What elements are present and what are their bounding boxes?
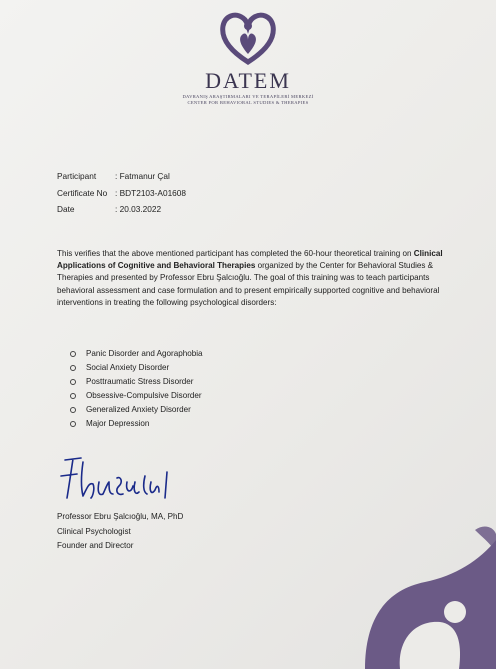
list-item — [70, 361, 203, 375]
list-item-text: Major Depression — [86, 419, 150, 428]
body-text-2: organized by the Center for Behavioral Studies & Therapies and presented by Professor Ebru Şalcıoğlu. The goal of this training was to teach participants behavioral assessment and case formulation and to present empirically supported cognitive and behavioral interventions in treating the following psychological disorders: — [57, 261, 440, 307]
list-item-text: Obsessive-Compulsive Disorder — [86, 391, 202, 400]
brand-subtitle-tr: DAVRANIŞ ARAŞTIRMALARI VE TERAPİLERİ MERKEZİ — [182, 94, 314, 99]
bullet-icon — [70, 407, 76, 413]
bullet-icon — [70, 393, 76, 399]
field-date — [57, 201, 186, 218]
course-title: Clinical Applications of Cognitive and Behavioral Therapies — [57, 249, 443, 271]
list-item — [70, 403, 203, 417]
field-label: Certificate No — [57, 187, 108, 198]
list-item-text: Social Anxiety Disorder — [86, 363, 170, 372]
signer-role: Founder and Director — [57, 541, 134, 550]
signature — [55, 452, 185, 509]
list-item-text: Posttraumatic Stress Disorder — [86, 377, 194, 386]
brand-name: DATEM — [205, 68, 291, 93]
list-item-text: Generalized Anxiety Disorder — [86, 405, 191, 414]
signer-title: Clinical Psychologist — [57, 526, 131, 536]
datem-logo — [0, 10, 496, 106]
list-item — [70, 417, 203, 431]
field-participant — [57, 168, 186, 185]
bullet-icon — [70, 351, 76, 357]
field-value: : BDT2103-A01608 — [115, 187, 187, 198]
list-item — [70, 389, 203, 403]
field-certificate-no — [57, 185, 186, 202]
disorder-list — [70, 347, 203, 431]
list-item — [70, 375, 203, 389]
bullet-icon — [70, 421, 76, 427]
field-label: Date — [57, 204, 75, 214]
certificate-body — [57, 248, 467, 309]
brand-subtitle-en: CENTER FOR BEHAVIORAL STUDIES & THERAPIES — [187, 100, 309, 105]
field-label: Participant — [57, 171, 97, 181]
signer-block — [57, 510, 183, 554]
signer-name: Professor Ebru Şalcıoğlu, MA, PhD — [57, 512, 184, 521]
list-item-text: Panic Disorder and Agoraphobia — [86, 349, 203, 358]
certificate-fields — [57, 168, 186, 218]
bullet-icon — [70, 365, 76, 371]
heart-logo-icon — [219, 10, 277, 66]
list-item — [70, 347, 203, 361]
field-value: : 20.03.2022 — [115, 204, 162, 214]
decorative-logo-watermark — [305, 520, 496, 669]
field-value: : Fatmanur Çal — [115, 171, 170, 181]
body-text-1: This verifies that the above mentioned participant has completed the 60-hour theoretical training on — [57, 249, 414, 258]
signature-icon — [55, 452, 185, 504]
bullet-icon — [70, 379, 76, 385]
